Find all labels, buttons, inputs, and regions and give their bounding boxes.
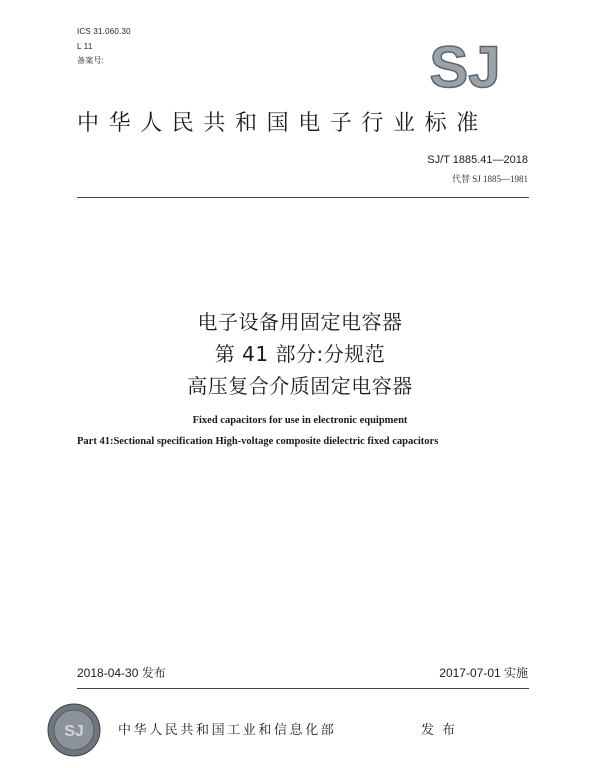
header-divider (77, 197, 529, 198)
title-cn-line-2: 第 41 部分:分规范 (214, 342, 386, 366)
footer-divider (77, 688, 529, 689)
sj-logo-text: SJ (429, 41, 501, 93)
title-en-line-1: Fixed capacitors for use in electronic equipment (192, 415, 408, 426)
replaces-standard: 代替 SJ 1885—1981 (451, 174, 528, 184)
implementation-date: 2017-07-01 实施 (439, 666, 528, 680)
issuing-ministry: 中华人民共和国工业和信息化部 (118, 723, 337, 738)
issue-date: 2018-04-30 发布 (77, 666, 166, 680)
standard-number: SJ/T 1885.41—2018 (427, 154, 528, 166)
ministry-seal (47, 703, 101, 757)
title-en-line-2: Part 41:Sectional specification High-voltage composite dielectric fixed capacitors (77, 436, 439, 447)
title-cn-line-1: 电子设备用固定电容器 (197, 310, 403, 334)
publish-label: 发布 (421, 723, 464, 738)
filing-number-label: 备案号: (77, 56, 105, 65)
classification-code: L 11 (77, 42, 93, 51)
sj-logo (413, 41, 517, 93)
seal-text: SJ (64, 723, 84, 740)
title-cn-line-3: 高压复合介质固定电容器 (187, 374, 413, 398)
national-standard-title: 中华人民共和国电子行业标准 (77, 111, 488, 136)
ics-code: ICS 31.060.30 (77, 27, 131, 36)
